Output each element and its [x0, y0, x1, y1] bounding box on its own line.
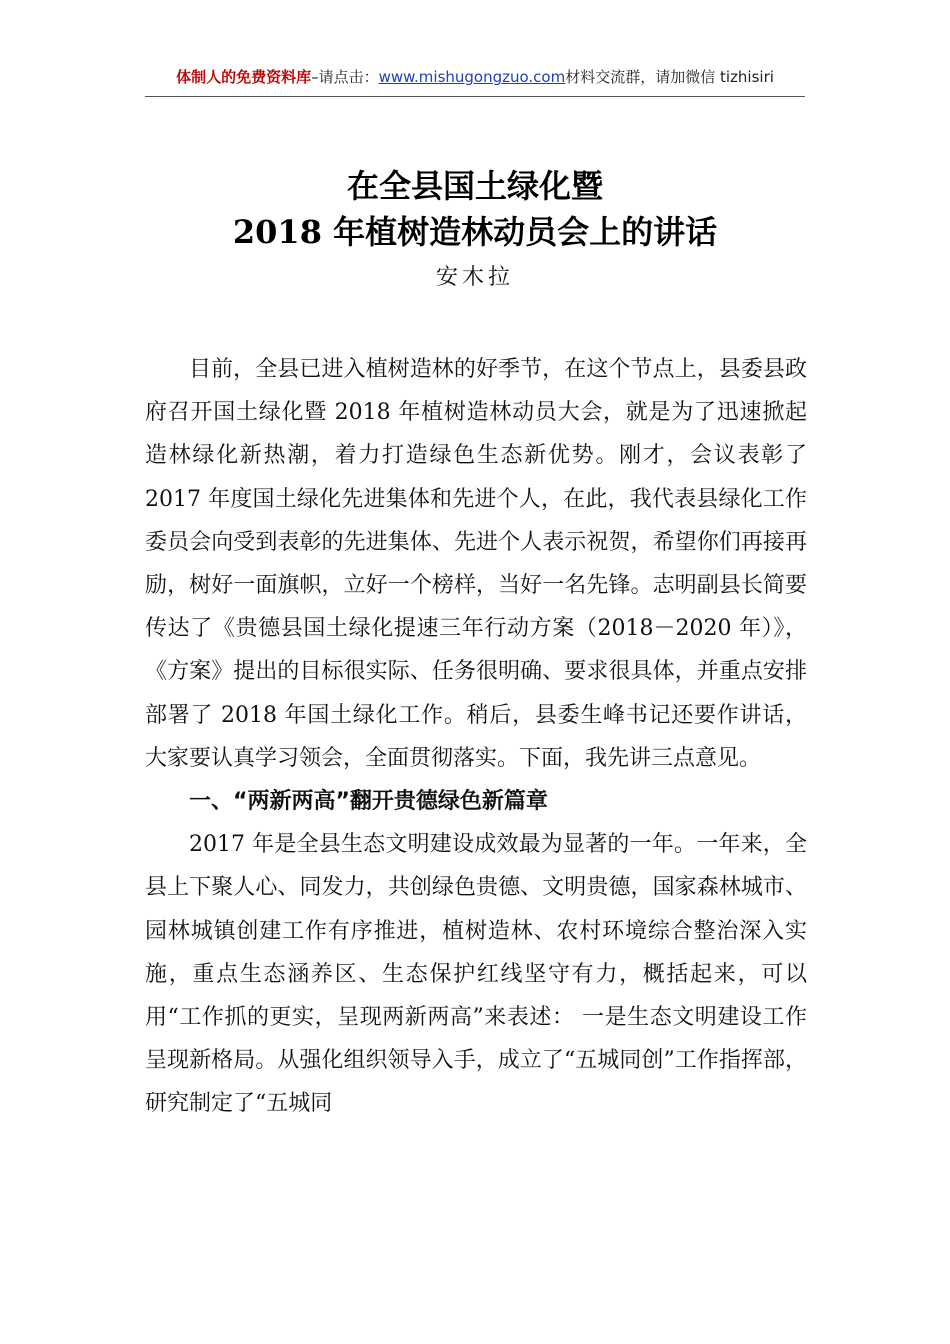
section-heading-1: 一、“两新两高”翻开贵德绿色新篇章 [189, 789, 548, 815]
paragraph-section-1: 2017 年是全县生态文明建设成效最为显著的一年。一年来，全县上下聚人心、同发力，共创绿色贵德、文明贵德，国家森林城市、园林城镇创建工作有序推进，植树造林、农村环境综合整治深入实施，重点生态涵养区、生态保护红线坚守有力，概括起来，可以用“工作抓的更实，呈现两新两高”来表述： 一是生态文明建设工作呈现新格局。从强化组织领导入手，成立了“五城同创”工作指挥部，研究制定了“五城同 [145, 832, 807, 1117]
document-title-line-1: 在全县国土绿化暨 [346, 167, 603, 205]
paragraph-intro: 目前，全县已进入植树造林的好季节，在这个节点上，县委县政府召开国土绿化暨 2018 年植树造林动员大会，就是为了迅速掀起造林绿化新热潮，着力打造绿色生态新优势。刚才，会议表彰了 2017 年度国土绿化先进集体和先进个人，在此，我代表县绿化工作委员会向受到表彰的先进集体、先进个人表示祝贺，希望你们再接再励，树好一面旗帜，立好一个榜样，当好一名先锋。志明副县长简要传达了《贵德县国土绿化提速三年行动方案（2018－2020 年）》，《方案》提出的目标很实际、任务很明确、要求很具体，并重点安排部署了 2018 年国土绿化工作。稍后，县委生峰书记还要作讲话，大家要认真学习领会，全面贯彻落实。下面，我先讲三点意见。 [145, 357, 807, 771]
document-author: 安木拉 [435, 265, 514, 290]
header-brand: 体制人的免费资料库 [176, 68, 312, 86]
header-prompt: –请点击： [311, 68, 379, 86]
document-body [145, 348, 807, 1126]
document-title-line-2: 2018 年植树造林动员会上的讲话 [232, 213, 718, 251]
page-header [145, 62, 805, 97]
header-link[interactable]: www.mishugongzuo.com [378, 68, 566, 86]
header-contact: 材料交流群，请加微信 tizhisiri [565, 68, 774, 86]
